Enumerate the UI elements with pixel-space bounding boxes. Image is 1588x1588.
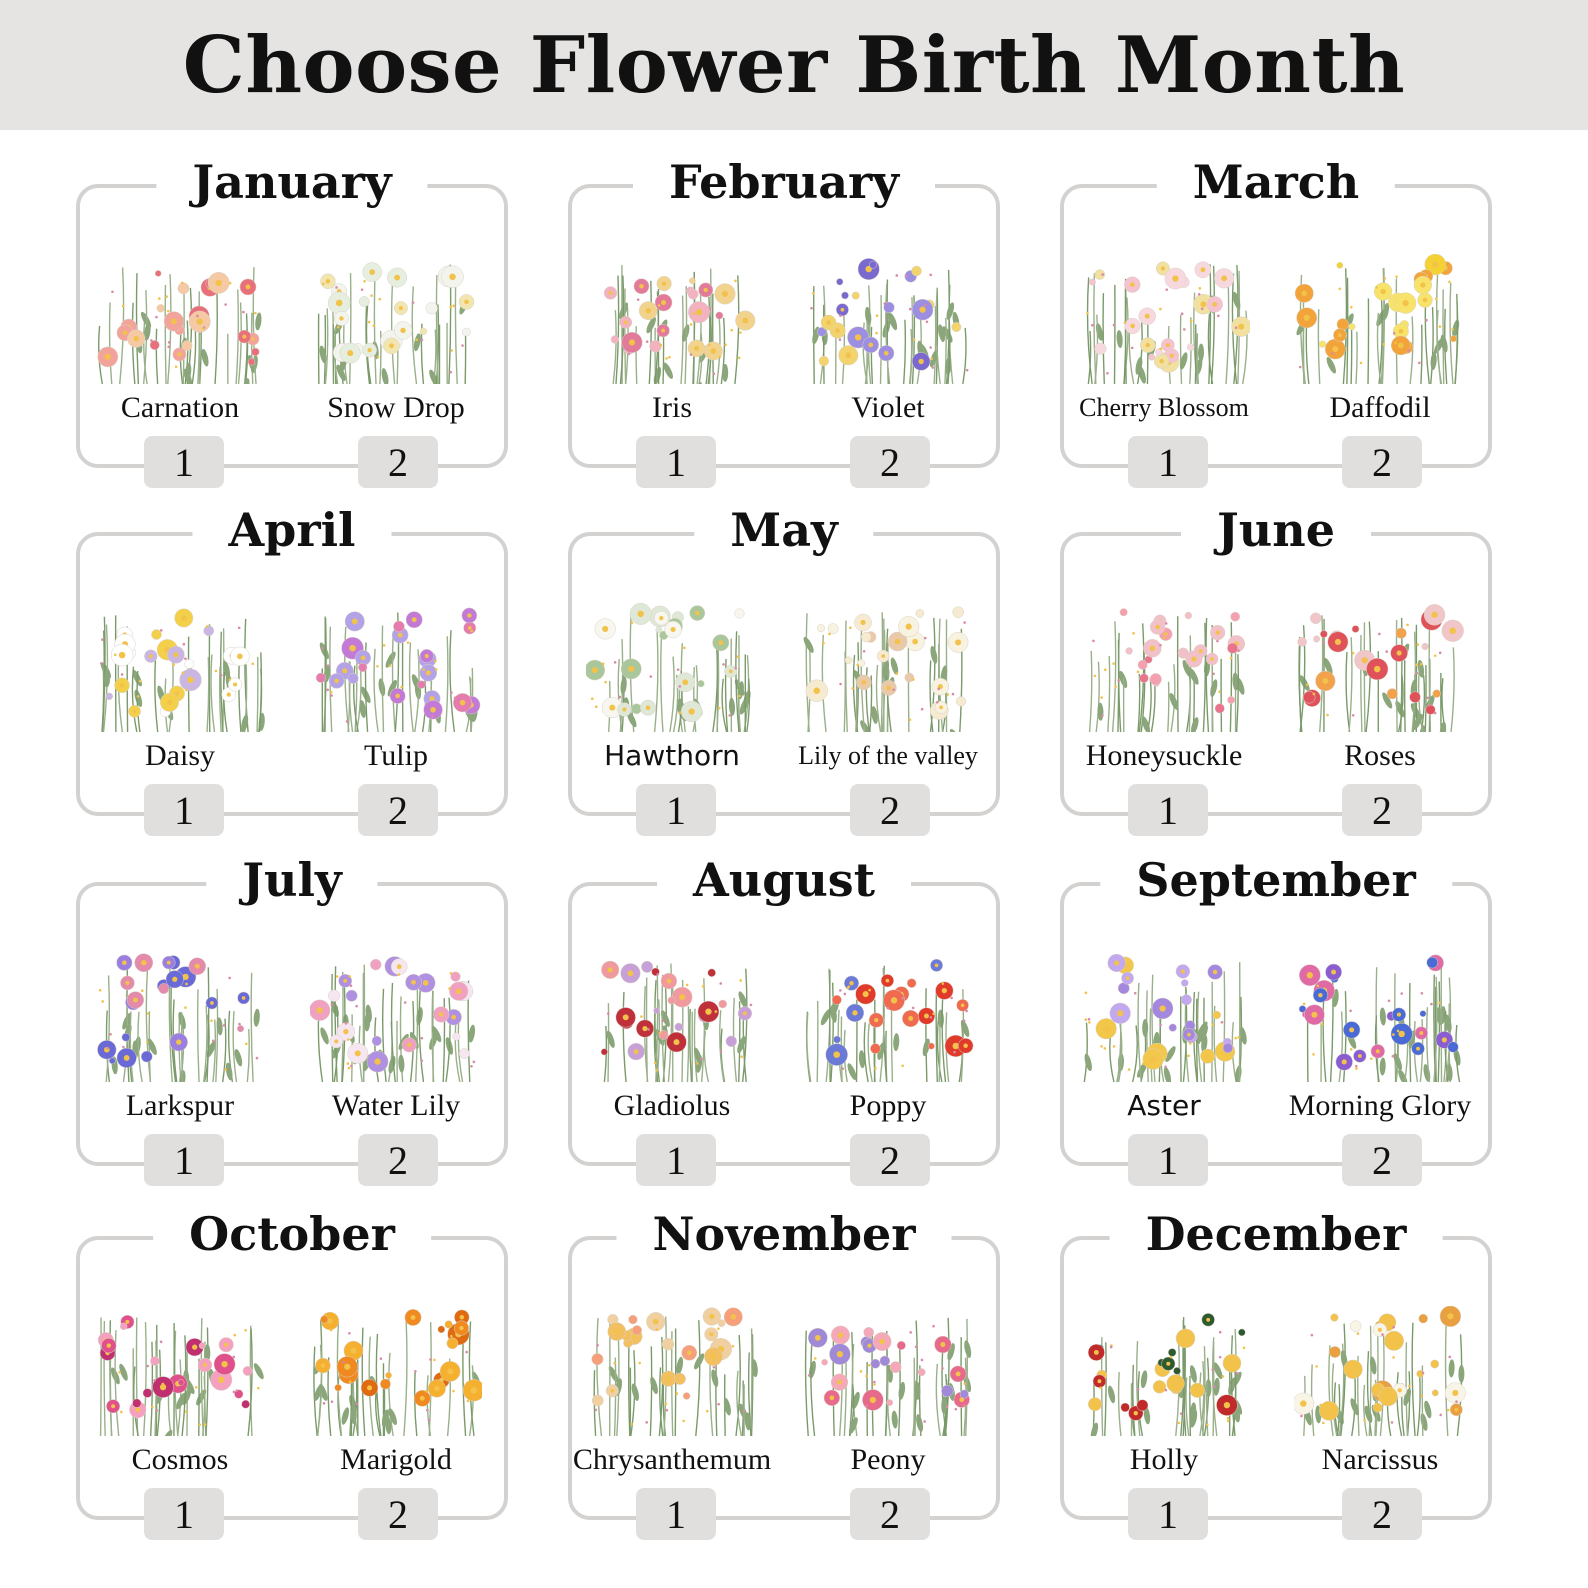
flower-option-cosmos[interactable] [90, 1306, 270, 1478]
flower-label: Aster [1127, 1089, 1201, 1122]
month-card-may [568, 503, 1000, 833]
flower-option-marigold[interactable] [306, 1306, 486, 1478]
flower-label: Narcissus [1321, 1443, 1439, 1476]
option-number-badge[interactable]: 1 [1128, 784, 1208, 836]
flower-label: Daffodil [1329, 391, 1431, 424]
month-card-july [76, 853, 508, 1183]
flower-illustration [1294, 1306, 1466, 1436]
flower-label: Marigold [340, 1443, 452, 1476]
month-title: October [153, 1206, 431, 1262]
month-card-december [1060, 1207, 1492, 1537]
month-title: February [633, 154, 935, 210]
flower-label: Iris [652, 391, 692, 424]
option-number-badge[interactable]: 1 [144, 1134, 224, 1186]
flower-option-aster[interactable] [1074, 952, 1254, 1124]
month-title: June [1181, 502, 1371, 558]
option-number-badge[interactable]: 1 [1128, 436, 1208, 488]
month-card-april [76, 503, 508, 833]
flower-illustration [310, 952, 482, 1082]
flower-label: Snow Drop [327, 391, 465, 424]
flower-illustration [802, 254, 974, 384]
flower-option-lily-of-the-valley[interactable] [798, 602, 978, 774]
flower-label: Violet [851, 391, 925, 424]
month-title: January [156, 154, 427, 210]
option-number-badge[interactable]: 2 [358, 784, 438, 836]
month-card-september [1060, 853, 1492, 1183]
flower-illustration [802, 952, 974, 1082]
flower-illustration [94, 254, 266, 384]
month-card-february [568, 155, 1000, 485]
month-title: April [192, 502, 391, 558]
option-number-badge[interactable]: 2 [850, 1488, 930, 1540]
option-number-badge[interactable]: 2 [1342, 1134, 1422, 1186]
option-number-badge[interactable]: 2 [358, 1488, 438, 1540]
flower-label: Hawthorn [604, 739, 740, 772]
flower-option-violet[interactable] [798, 254, 978, 426]
flower-label: Chrysanthemum [572, 1443, 772, 1476]
month-card-november [568, 1207, 1000, 1537]
option-number-badge[interactable]: 2 [1342, 784, 1422, 836]
flower-label: Honeysuckle [1085, 739, 1243, 772]
option-number-badge[interactable]: 2 [358, 436, 438, 488]
flower-option-water-lily[interactable] [306, 952, 486, 1124]
flower-option-tulip[interactable] [306, 602, 486, 774]
flower-illustration [94, 952, 266, 1082]
flower-illustration [1294, 952, 1466, 1082]
flower-option-chrysanthemum[interactable] [572, 1306, 772, 1478]
flower-illustration [586, 952, 758, 1082]
month-card-june [1060, 503, 1492, 833]
flower-label: Daisy [145, 739, 215, 772]
flower-label: Morning Glory [1288, 1089, 1472, 1122]
month-title: September [1100, 852, 1452, 908]
flower-illustration [310, 602, 482, 732]
month-card-august [568, 853, 1000, 1183]
flower-option-roses[interactable] [1290, 602, 1470, 774]
option-number-badge[interactable]: 2 [850, 784, 930, 836]
flower-illustration [1078, 254, 1250, 384]
flower-illustration [1078, 602, 1250, 732]
option-number-badge[interactable]: 1 [636, 784, 716, 836]
flower-label: Peony [850, 1443, 926, 1476]
flower-illustration [1078, 952, 1250, 1082]
option-number-badge[interactable]: 2 [850, 1134, 930, 1186]
flower-label: Holly [1129, 1443, 1199, 1476]
flower-illustration [586, 254, 758, 384]
flower-label: Larkspur [125, 1089, 235, 1122]
flower-option-larkspur[interactable] [90, 952, 270, 1124]
option-number-badge[interactable]: 2 [1342, 1488, 1422, 1540]
month-title: March [1157, 154, 1395, 210]
flower-illustration [1294, 602, 1466, 732]
flower-illustration [310, 1306, 482, 1436]
flower-option-holly[interactable] [1074, 1306, 1254, 1478]
flower-label: Carnation [120, 391, 240, 424]
flower-option-daffodil[interactable] [1290, 254, 1470, 426]
option-number-badge[interactable]: 1 [1128, 1134, 1208, 1186]
month-title: May [694, 502, 873, 558]
flower-option-hawthorn[interactable] [582, 602, 762, 774]
flower-option-carnation[interactable] [90, 254, 270, 426]
flower-option-daisy[interactable] [90, 602, 270, 774]
flower-label: Cherry Blossom [1079, 393, 1249, 422]
flower-label: Roses [1344, 739, 1416, 772]
option-number-badge[interactable]: 2 [358, 1134, 438, 1186]
option-number-badge[interactable]: 2 [1342, 436, 1422, 488]
flower-option-honeysuckle[interactable] [1074, 602, 1254, 774]
flower-illustration [94, 602, 266, 732]
flower-illustration [586, 1306, 758, 1436]
month-card-march [1060, 155, 1492, 485]
flower-label: Gladiolus [613, 1089, 731, 1122]
option-number-badge[interactable]: 1 [144, 1488, 224, 1540]
flower-label: Tulip [364, 739, 428, 772]
flower-illustration [310, 254, 482, 384]
month-title: August [657, 852, 911, 908]
option-number-badge[interactable]: 1 [144, 784, 224, 836]
flower-illustration [1078, 1306, 1250, 1436]
flower-option-snow-drop[interactable] [306, 254, 486, 426]
option-number-badge[interactable]: 1 [636, 436, 716, 488]
option-number-badge[interactable]: 1 [1128, 1488, 1208, 1540]
flower-illustration [802, 602, 974, 732]
month-card-october [76, 1207, 508, 1537]
month-title: December [1110, 1206, 1443, 1262]
flower-label: Poppy [849, 1089, 927, 1122]
month-title: July [206, 852, 377, 908]
flower-illustration [802, 1306, 974, 1436]
flower-option-iris[interactable] [582, 254, 762, 426]
option-number-badge[interactable]: 2 [850, 436, 930, 488]
flower-option-poppy[interactable] [798, 952, 978, 1124]
flower-option-narcissus[interactable] [1290, 1306, 1470, 1478]
flower-option-morning-glory[interactable] [1290, 952, 1470, 1124]
option-number-badge[interactable]: 1 [636, 1488, 716, 1540]
flower-option-cherry-blossom[interactable] [1074, 254, 1254, 426]
option-number-badge[interactable]: 1 [144, 436, 224, 488]
flower-option-gladiolus[interactable] [582, 952, 762, 1124]
flower-label: Water Lily [331, 1089, 461, 1122]
flower-illustration [94, 1306, 266, 1436]
month-title: November [616, 1206, 951, 1262]
option-number-badge[interactable]: 1 [636, 1134, 716, 1186]
flower-label: Cosmos [131, 1443, 229, 1476]
month-card-january [76, 155, 508, 485]
flower-illustration [1294, 254, 1466, 384]
flower-illustration [586, 602, 758, 732]
flower-option-peony[interactable] [798, 1306, 978, 1478]
flower-label: Lily of the valley [798, 741, 978, 770]
page-title: Choose Flower Birth Month [182, 19, 1406, 111]
